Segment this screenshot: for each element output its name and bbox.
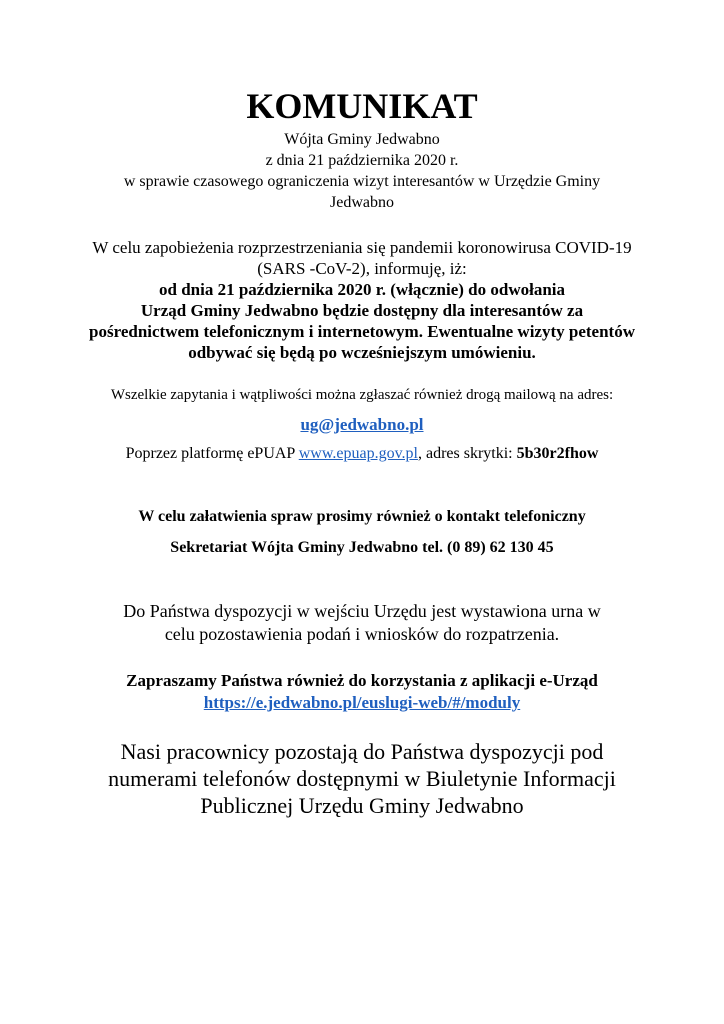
epuap-prefix: Poprzez platformę ePUAP <box>125 445 299 462</box>
announcement-line1: od dnia 21 października 2020 r. (włącznie) do odwołania <box>159 280 565 299</box>
eurzad-link[interactable]: https://e.jedwabno.pl/euslugi-web/#/moduly <box>203 693 521 712</box>
epuap-mid: , adres skrytki: <box>417 445 517 462</box>
announcement-line3: pośrednictwem telefonicznym i internetowym. Ewentualne wizyty petentów <box>89 322 635 341</box>
document-title: KOMUNIKAT <box>246 86 478 126</box>
header-subject-line1: w sprawie czasowego ograniczenia wizyt interesantów w Urzędzie Gminy <box>123 173 601 190</box>
announcement-line4: odbywać się będą po wcześniejszym umówieniu. <box>188 343 536 362</box>
urn-line1: Do Państwa dyspozycji w wejściu Urzędu jest wystawiona urna w <box>123 601 601 621</box>
epuap-box-id: 5b30r2fhow <box>516 445 599 462</box>
announcement-line2: Urząd Gminy Jedwabno będzie dostępny dla interesantów za <box>140 301 584 320</box>
phone-intro: W celu załatwienia spraw prosimy również o kontakt telefoniczny <box>138 508 586 525</box>
eurzad-invite: Zapraszamy Państwa również do korzystania z aplikacji e-Urząd <box>126 671 598 690</box>
email-link[interactable]: ug@jedwabno.pl <box>300 415 424 434</box>
closing-line2: numerami telefonów dostępnymi w Biuletynie Informacji <box>108 766 616 791</box>
header-subject-line2: Jedwabno <box>330 194 394 211</box>
phone-number-line: Sekretariat Wójta Gminy Jedwabno tel. (0 89) 62 130 45 <box>170 539 554 556</box>
epuap-link[interactable]: www.epuap.gov.pl <box>298 445 418 462</box>
urn-line2: celu pozostawienia podań i wniosków do rozpatrzenia. <box>164 624 560 644</box>
header-issuer: Wójta Gminy Jedwabno <box>284 131 440 148</box>
intro-line1: W celu zapobieżenia rozprzestrzeniania się pandemii koronowirusa COVID-19 <box>92 238 632 257</box>
closing-line3: Publicznej Urzędu Gminy Jedwabno <box>200 793 524 818</box>
closing-line1: Nasi pracownicy pozostają do Państwa dyspozycji pod <box>120 739 604 764</box>
header-date: z dnia 21 października 2020 r. <box>265 152 459 169</box>
email-intro: Wszelkie zapytania i wątpliwości można zgłaszać również drogą mailową na adres: <box>110 387 614 403</box>
intro-line2: (SARS -CoV-2), informuję, iż: <box>257 259 467 278</box>
eurzad-link-row <box>0 692 724 714</box>
epuap-row <box>0 444 724 464</box>
email-row <box>0 414 724 436</box>
